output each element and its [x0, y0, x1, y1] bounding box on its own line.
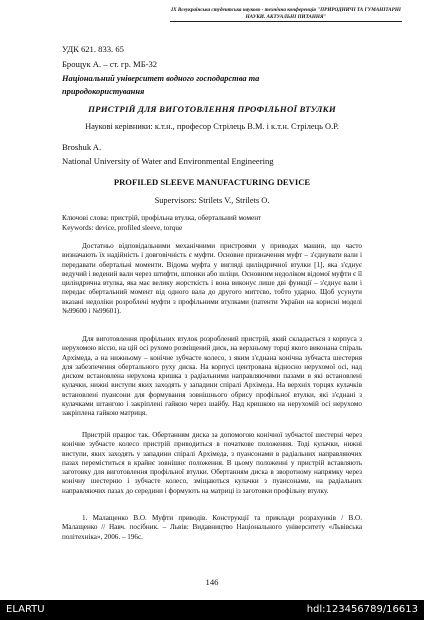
paragraph-intro: Достатньо відповідальними механічними пристроями у приводах машин, що часто визначають їх надійність і довговічність є муфти. Основне призначення муфт – з'єднувати вали і передавати обертальні моменти. Відома муфта у вигляді циліндричної втулки [1], яка з'єднує ведучий і ведений вали через штифти, шпонки або шліци. Основним недоліком відомої муфти є її циліндрична втулка, яка має велику жорсткість і вона виконує лише дві функції – з'єднує вали і передає обертальний момент від одного вала до другого миттєво, тобто ударно. Щоб усунути вказані недоліки розроблені муфти з профільними втулками (патенти України на корисні моделі №99600 і №99601). — [62, 242, 362, 315]
paragraph-operation: Пристрій працює так. Обертанням диска за допомогою конічної зубчастої шестерні через конічне зубчасте колесо пристрій приводиться в початкове положення. Тоді кулачки, нижні виступи, яких заходять у западини спіралі Архімеда, з пуансонами в радіальних направляючих пазах переміститься в крайнє зовнішнє положення. В цьому положенні у пристрій вставляють заготовку для виготовлення профільної втулки. Обертанням диска в зворотному напрямку через конічну шестерню і зубчасте колесо, зміщаються кулачки з пуансонами, на радіальних направляючих пазах до середини і формують на матриці із заготовки профільну втулку. — [62, 431, 362, 495]
udk-code: УДК 621. 833. 65 — [62, 44, 124, 54]
supervisors-ua: Наукові керівники: к.т.н., професор Стрілець В.М. і к.т.н. Стрілець О.Р. — [85, 122, 339, 131]
conference-header: IX Всеукраїнська студентська науково - технічна конференція "ПРИРОДНИЧІ ТА ГУМАНІТАРНІ НАУКИ. АКТУАЛЬНІ ПИТАННЯ" — [170, 7, 402, 22]
keywords-ua: Ключові слова: пристрій, профільна втулка, обертальний момент — [62, 214, 262, 222]
supervisors-en: Supervisors: Strilets V., Strilets O. — [154, 196, 270, 205]
page-number: 146 — [205, 577, 219, 587]
affiliation-ua: Національний університет водного господарства та природокористування — [62, 74, 260, 96]
affiliation-en: National University of Water and Environmental Engineering — [62, 156, 274, 166]
title-ua: ПРИСТРІЙ ДЛЯ ВИГОТОВЛЕННЯ ПРОФІЛЬНОЇ ВТУЛКИ — [88, 104, 336, 114]
repository-footer-bar — [0, 600, 424, 620]
title-en: PROFILED SLEEVE MANUFACTURING DEVICE — [113, 177, 311, 187]
paragraph-design: Для виготовлення профільних втулок розроблений пристрій, який складається з корпуса з нерухомою віссю, на цій осі рухомо розміщений диск, на верхньому торці якого виконана спіраль Архімеда, а на нижньому – конічне зубчасте колесо, з яким з'єднана конічна зубчаста шестерня для забезпечення обертального руху диска. На корпусі центрована відносно нерухомої осі, над диском встановлена нерухома кришка з радіальними направляючими пазами в які встановлені кулачки, нижні виступи яких заходять у западини спіралі Архімеда. На верхніх торцях кулачків встановлені пуансони для формування зовнішнього обрису профільної втулки, які з'єднані з кулачками штангою і закріплені гайкою через шайбу. Над кришкою на нерухомій осі нерухомо закріплена гайкою матриця. — [62, 335, 362, 417]
author-ua: Брощук А. – ст. гр. МБ-32 — [62, 59, 158, 69]
author-en: Broshuk A. — [62, 142, 102, 152]
repository-name: ELARTU — [6, 604, 45, 615]
keywords-en: Keywords: device, profiled sleeve, torque — [62, 224, 183, 232]
reference-item: 1. Малащенко В.О. Муфти приводів. Конструкції та приклади розрахунків / В.О. Малащенко // Навч. посібник. – Львів: Видавництво Національного університету «Львівська політехніка», 2006. – 196с. — [62, 514, 362, 541]
handle-identifier[interactable]: hdl:123456789/16613 — [306, 604, 418, 615]
